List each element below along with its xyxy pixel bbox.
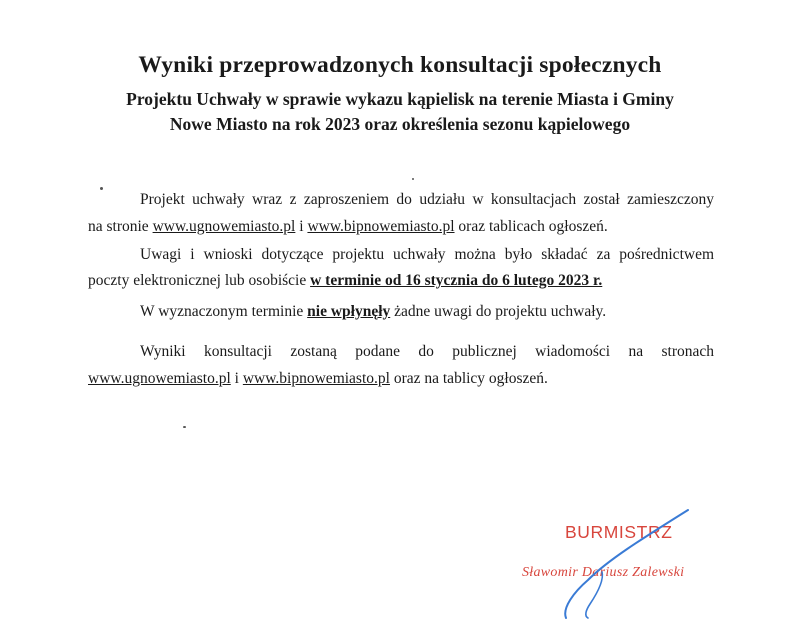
scan-speck xyxy=(183,426,186,428)
paragraph-1-line-1: Projekt uchwały wraz z zaproszeniem do udziału w konsultacjach został zamieszczony xyxy=(140,191,714,208)
paragraph-2-line-2: poczty elektronicznej lub osobiście w terminie od 16 stycznia do 6 lutego 2023 r. xyxy=(88,272,603,289)
link-bipnowemiasto-2[interactable]: www.bipnowemiasto.pl xyxy=(242,370,390,387)
scan-speck xyxy=(412,178,414,180)
document-subtitle-line-2: Nowe Miasto na rok 2023 oraz określenia sezonu kąpielowego xyxy=(169,114,631,134)
document-title: Wyniki przeprowadzonych konsultacji społecznych xyxy=(138,52,662,78)
link-ugnowemiasto[interactable]: www.ugnowemiasto.pl xyxy=(152,218,296,235)
stamp-name: Sławomir Dariusz Zalewski xyxy=(522,565,685,580)
paragraph-4-line-1: Wyniki konsultacji zostaną podane do publicznej wiadomości na stronach xyxy=(140,343,714,360)
stamp-title: BURMISTRZ xyxy=(565,522,673,542)
handwritten-signature xyxy=(540,500,710,625)
paragraph-1-line-2: na stronie www.ugnowemiasto.pl i www.bipnowemiasto.pl oraz tablicach ogłoszeń. xyxy=(88,218,608,235)
scan-speck xyxy=(100,187,103,190)
document-subtitle-line-1: Projektu Uchwały w sprawie wykazu kąpielisk na terenie Miasta i Gminy xyxy=(126,89,674,109)
paragraph-3: W wyznaczonym terminie nie wpłynęły żadne uwagi do projektu uchwały. xyxy=(140,303,607,320)
consultation-deadline: w terminie od 16 stycznia do 6 lutego 2023 r. xyxy=(310,272,603,289)
paragraph-4-line-2: www.ugnowemiasto.pl i www.bipnowemiasto.pl oraz na tablicy ogłoszeń. xyxy=(88,370,548,387)
paragraph-2-line-1: Uwagi i wnioski dotyczące projektu uchwały można było składać za pośrednictwem xyxy=(140,246,714,263)
link-bipnowemiasto[interactable]: www.bipnowemiasto.pl xyxy=(307,218,455,235)
link-ugnowemiasto-2[interactable]: www.ugnowemiasto.pl xyxy=(88,370,231,387)
no-comments-emphasis: nie wpłynęły xyxy=(307,303,391,320)
